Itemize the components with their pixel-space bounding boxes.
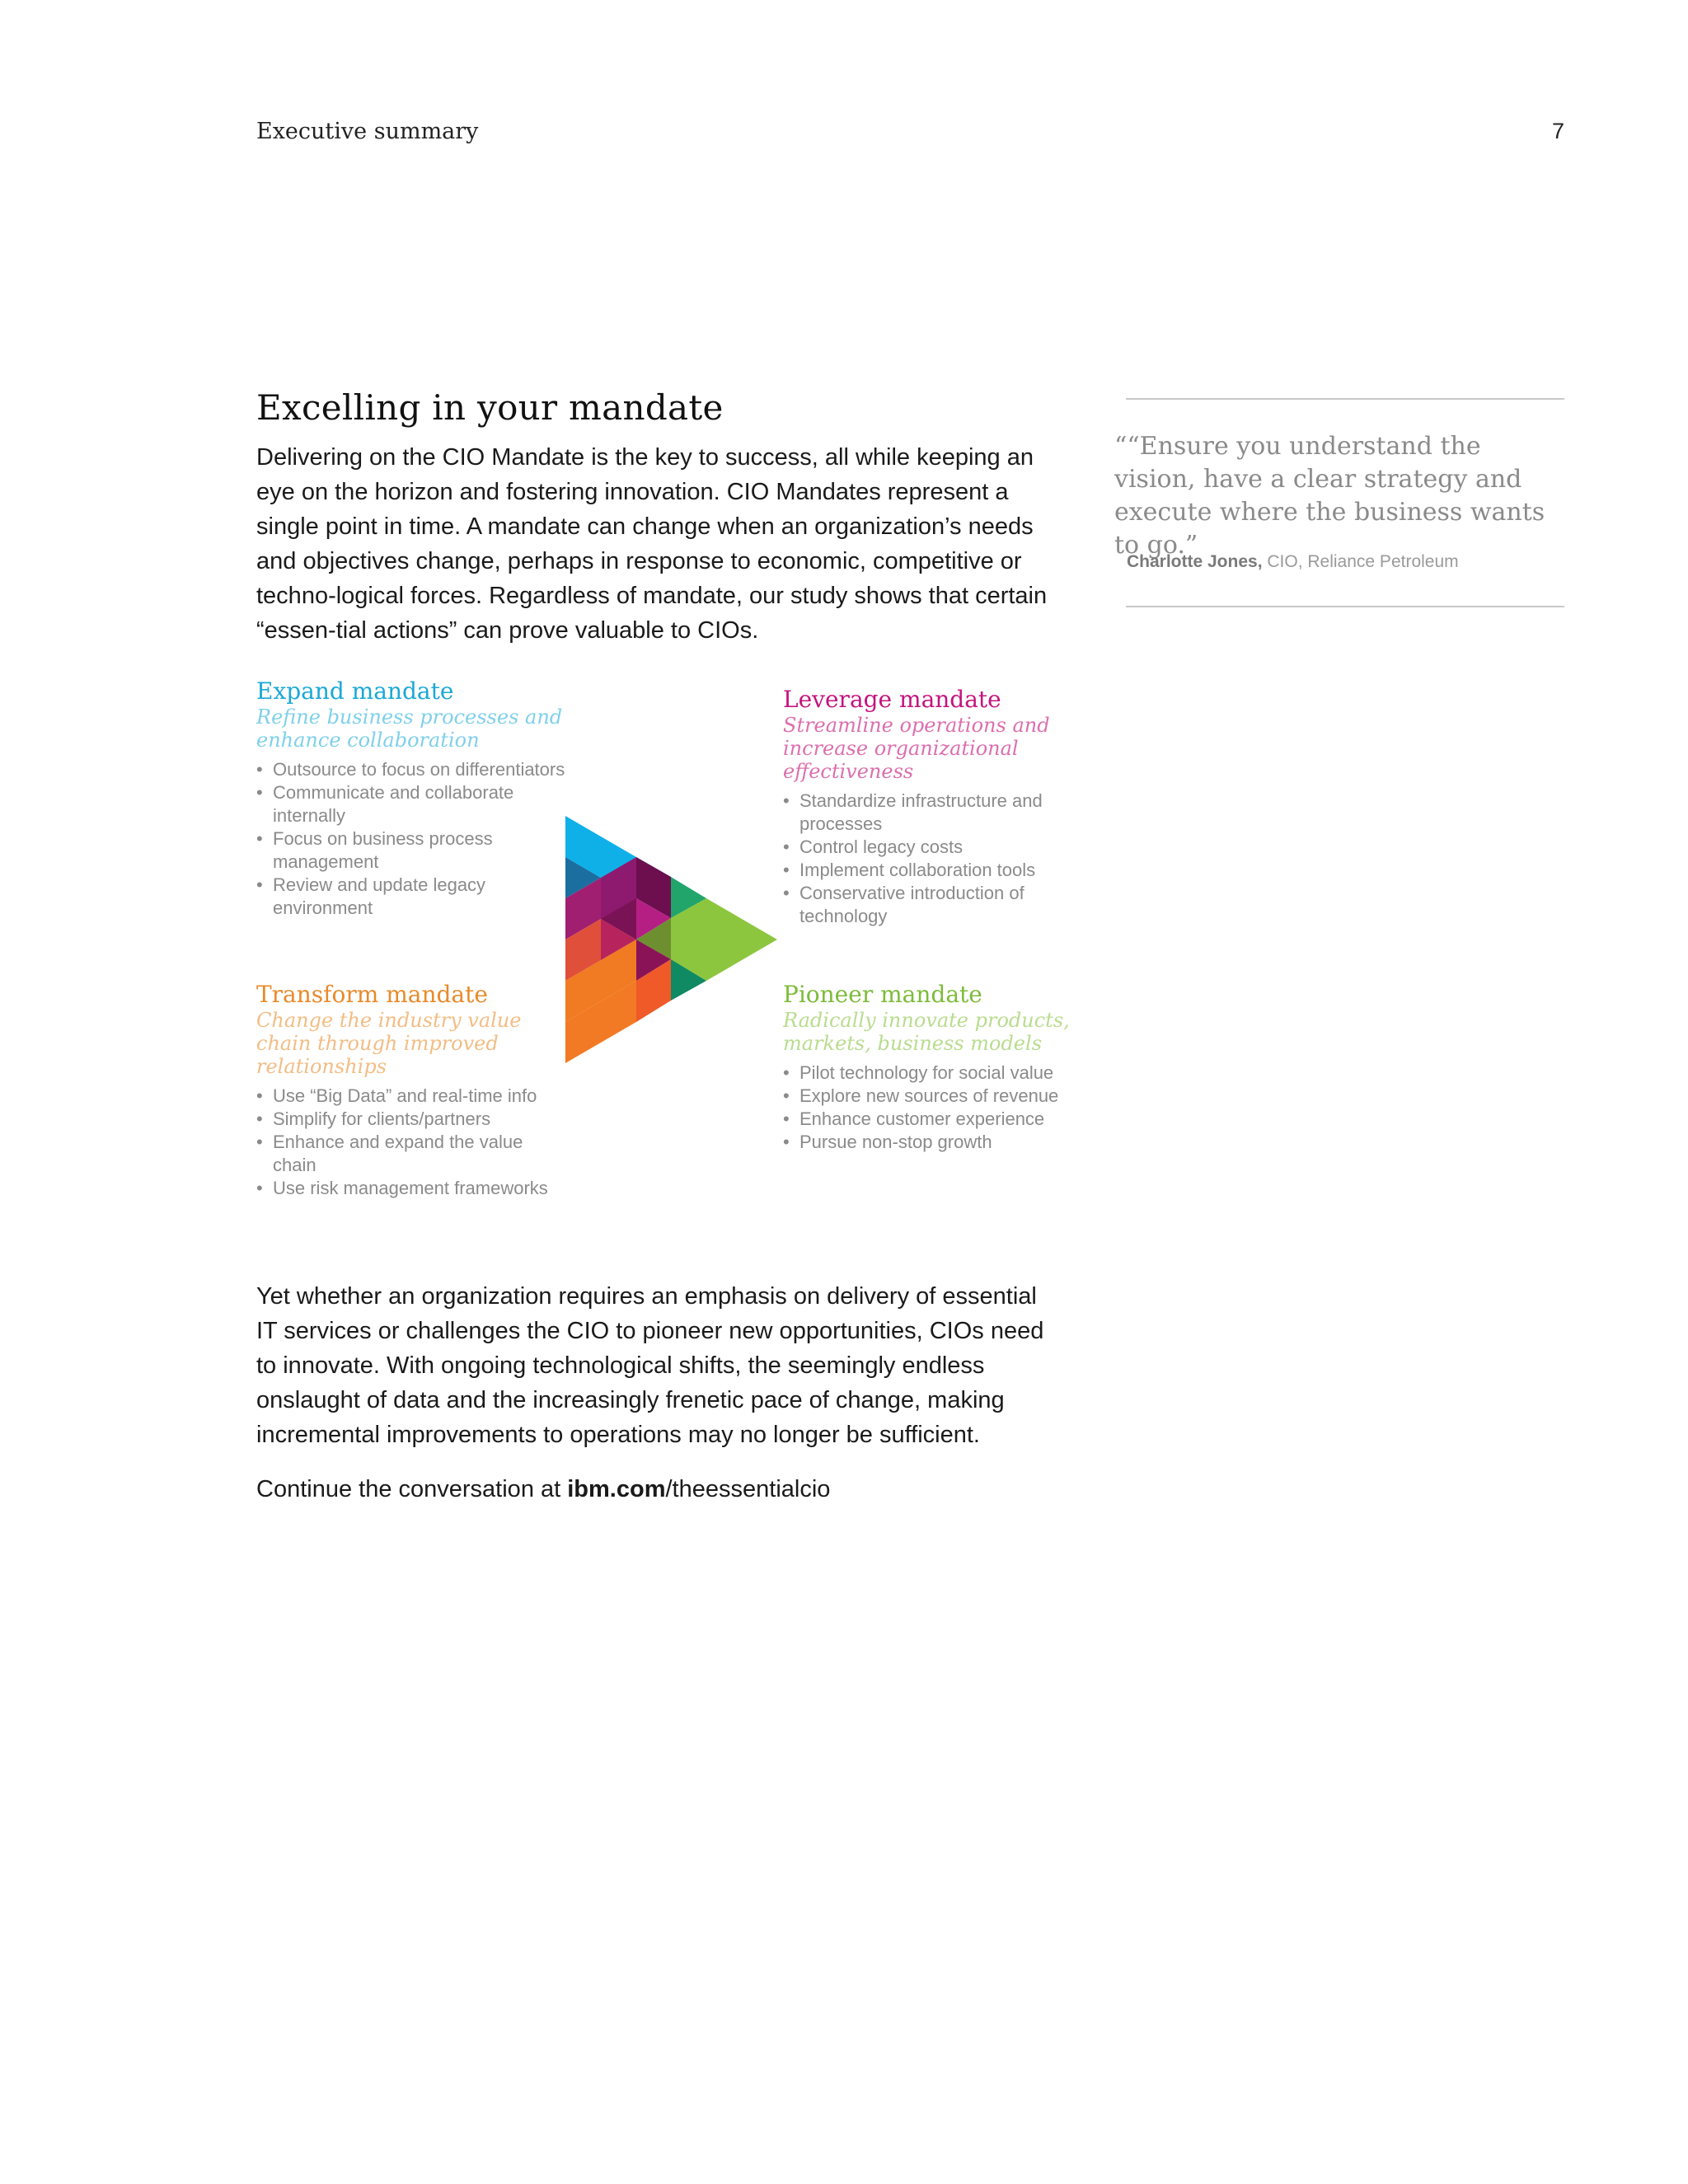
leverage-mandate-list <box>783 790 1080 928</box>
pull-quote: ““Ensure you understand the vision, have a clear strategy and execute where the business wants to go.” <box>1114 432 1545 560</box>
section-title: Excelling in your mandate <box>256 387 724 428</box>
list-item: • Focus on business process management <box>256 827 570 874</box>
pioneer-mandate-title: Pioneer mandate <box>783 981 982 1008</box>
list-item: • Use risk management frameworks <box>256 1177 570 1200</box>
transform-mandate-list <box>256 1085 570 1200</box>
quote-role: CIO, Reliance Petroleum <box>1262 552 1459 571</box>
pioneer-mandate-list <box>783 1062 1080 1154</box>
page-number: 7 <box>1551 119 1564 143</box>
list-item: • Explore new sources of revenue <box>783 1085 1080 1108</box>
list-item: • Simplify for clients/partners <box>256 1108 570 1131</box>
expand-mandate-list <box>256 758 570 920</box>
running-head: Executive summary <box>256 119 479 144</box>
leverage-mandate-title: Leverage mandate <box>783 686 1001 713</box>
expand-mandate-subtitle: Refine business processes and enhance collaboration <box>256 705 563 752</box>
transform-mandate-subtitle: Change the industry value chain through improved relationships <box>256 1009 522 1078</box>
list-item: • Pilot technology for social value <box>783 1062 1080 1085</box>
triangle-green-facet <box>671 898 777 981</box>
leverage-mandate-subtitle: Streamline operations and increase organizational effectiveness <box>783 714 1050 783</box>
expand-mandate-title: Expand mandate <box>256 677 454 705</box>
quote-author: Charlotte Jones, <box>1127 552 1263 571</box>
list-item: • Enhance and expand the value chain <box>256 1131 570 1177</box>
cta-link-path[interactable]: /theessentialcio <box>665 1476 831 1502</box>
list-item: • Pursue non-stop growth <box>783 1131 1080 1154</box>
list-item: • Standardize infrastructure and processes <box>783 790 1080 836</box>
quote-bottom-rule <box>1126 606 1564 607</box>
leverage-mandate <box>783 686 1080 928</box>
list-item: • Review and update legacy environment <box>256 874 570 920</box>
expand-mandate <box>256 677 570 920</box>
list-item: • Communicate and collaborate internally <box>256 781 570 827</box>
cta-link-domain[interactable]: ibm.com <box>567 1476 666 1502</box>
quote-attribution <box>1127 552 1459 572</box>
list-item: • Conservative introduction of technology <box>783 882 1080 928</box>
list-item: • Use “Big Data” and real-time info <box>256 1085 570 1108</box>
list-item: • Enhance customer experience <box>783 1108 1080 1131</box>
intro-paragraph: Delivering on the CIO Mandate is the key to success, all while keeping an eye on the horizon and fostering innovation. CIO Mandates represent a single point in time. A mandate can change when an organization’s needs and objectives change, perhaps in response to economic, competitive or techno-logical forces. Regardless of mandate, our study shows that certain “essen-tial actions” can prove valuable to CIOs. <box>256 444 1048 644</box>
list-item: • Control legacy costs <box>783 836 1080 859</box>
cta-prefix: Continue the conversation at <box>256 1476 568 1502</box>
closing-paragraph: Yet whether an organization requires an emphasis on delivery of essential IT services or challenges the CIO to pioneer new opportunities, CIOs need to innovate. With ongoing technological shifts, the seemingly endless onslaught of data and the increasingly frenetic pace of change, making incremental improvements to operations may no longer be sufficient. <box>256 1283 1044 1448</box>
pioneer-mandate-subtitle: Radically innovate products, markets, business models <box>783 1009 1070 1055</box>
quote-top-rule <box>1126 398 1564 400</box>
cta-line <box>256 1472 830 1507</box>
mandate-triangle-graphic <box>565 816 780 1063</box>
list-item: • Implement collaboration tools <box>783 859 1080 882</box>
list-item: • Outsource to focus on differentiators <box>256 758 570 781</box>
transform-mandate <box>256 981 570 1200</box>
pioneer-mandate <box>783 981 1080 1154</box>
transform-mandate-title: Transform mandate <box>256 981 488 1008</box>
